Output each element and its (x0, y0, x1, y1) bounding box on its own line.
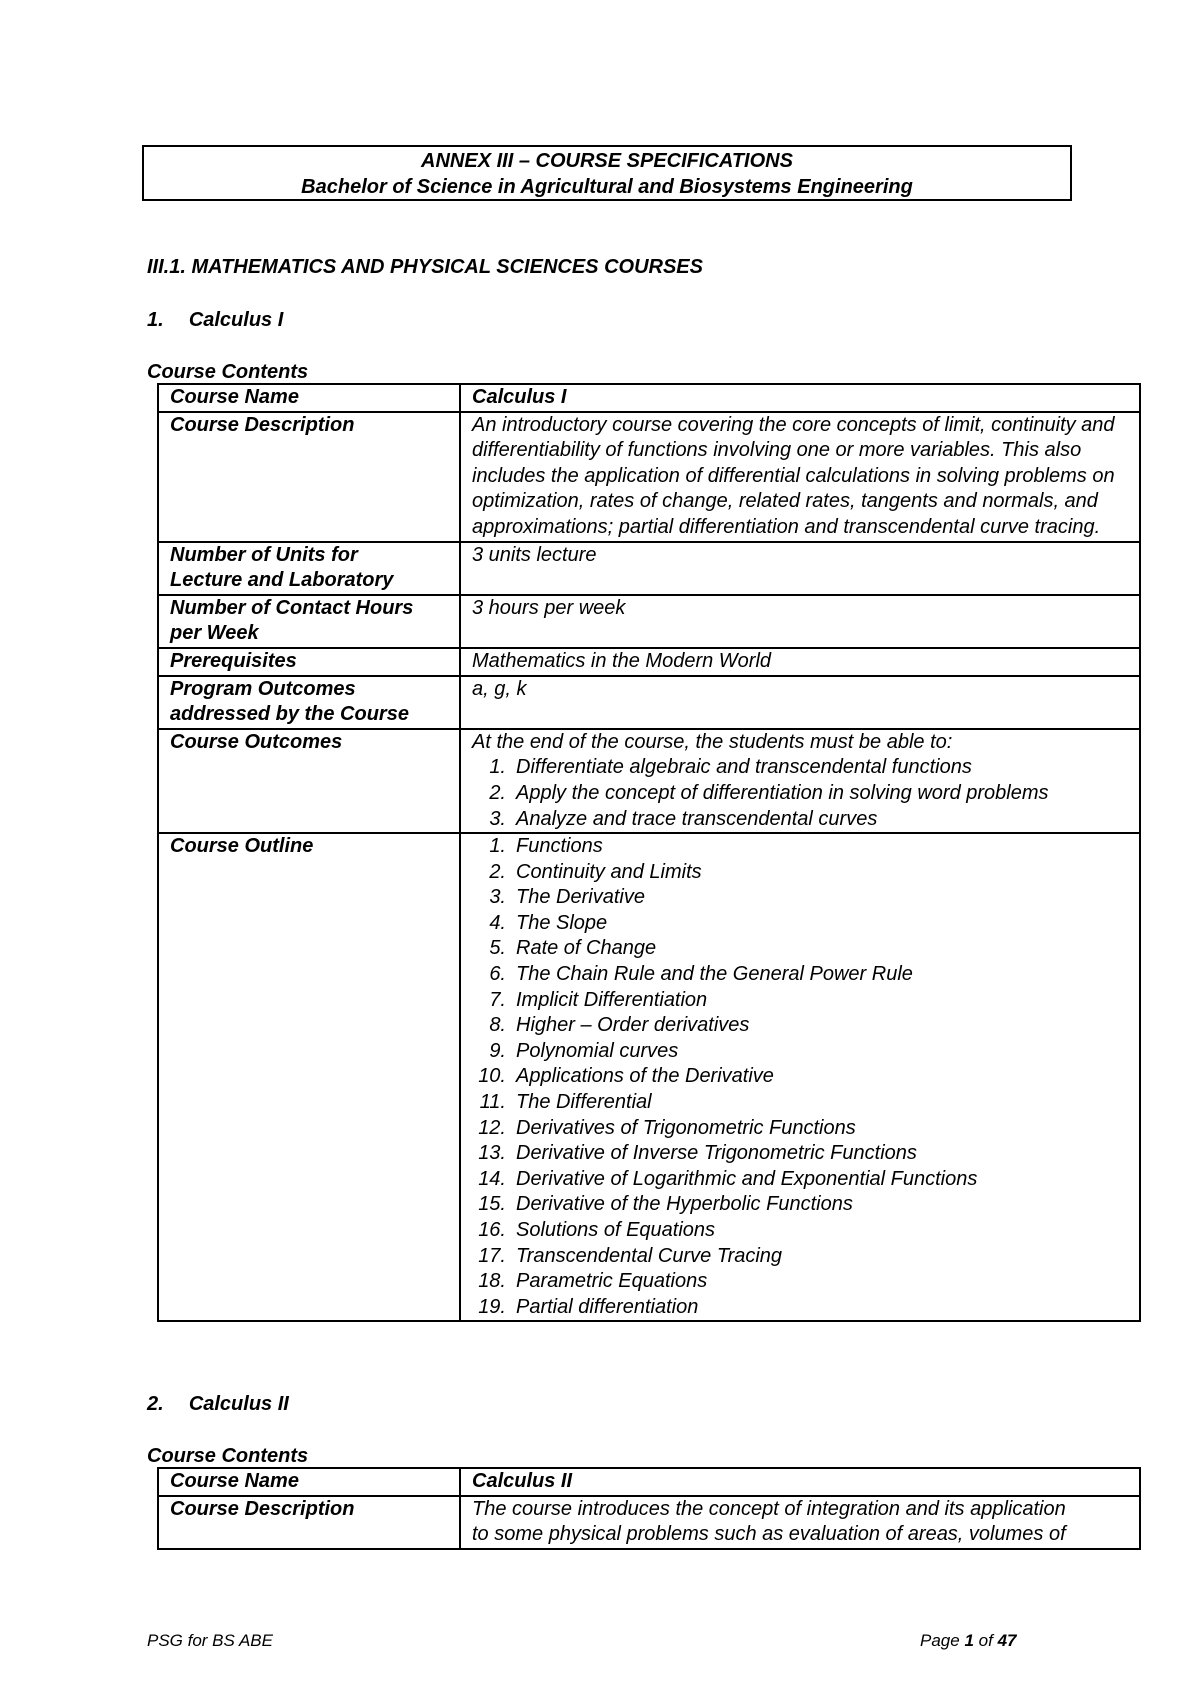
list-item (472, 755, 1133, 781)
list-item-number: 18. (478, 1270, 506, 1293)
label-units (158, 542, 460, 595)
footer-page-number (920, 1631, 1016, 1651)
list-item-number: 10. (478, 1065, 506, 1088)
description-line2: to some physical problems such as evaluation of areas, volumes of (472, 1523, 1066, 1546)
course-2-contents-label: Course Contents (147, 1445, 309, 1467)
value-course-outline (460, 833, 1140, 1321)
list-item (472, 1013, 1133, 1039)
label-course-name: Course Name (158, 384, 460, 412)
list-item (472, 1090, 1133, 1116)
list-item-number: 14. (478, 1167, 506, 1190)
label-units-line1: Number of Units for (170, 543, 358, 566)
list-item-text: Derivative of Logarithmic and Exponential Functions (516, 1167, 978, 1190)
list-item-number: 15. (478, 1193, 506, 1216)
list-item-text: Transcendental Curve Tracing (516, 1244, 783, 1267)
list-item-text: Analyze and trace transcendental curves (516, 807, 878, 830)
value-contact-hours: 3 hours per week (460, 595, 1140, 648)
course-1-heading (147, 309, 283, 332)
list-item (472, 1116, 1133, 1142)
list-item (472, 1141, 1133, 1167)
list-item-number: 2. (489, 860, 506, 883)
list-item (472, 885, 1133, 911)
list-item (472, 988, 1133, 1014)
table-row (158, 595, 1140, 648)
value-course-name: Calculus II (460, 1468, 1140, 1496)
label-units-line2: Lecture and Laboratory (170, 569, 394, 592)
label-hours-line2: per Week (170, 622, 259, 645)
table-row (158, 1496, 1140, 1549)
list-item-text: Polynomial curves (516, 1039, 679, 1062)
list-item-number: 1. (489, 756, 506, 779)
label-hours-line1: Number of Contact Hours (170, 596, 414, 619)
list-item-text: Derivatives of Trigonometric Functions (516, 1116, 856, 1139)
list-item-number: 2. (489, 781, 506, 804)
description-line1: The course introduces the concept of integration and its application (472, 1497, 1066, 1520)
list-item (472, 1167, 1133, 1193)
table-row (158, 542, 1140, 595)
course-1-number: 1. (147, 309, 164, 331)
value-course-description: An introductory course covering the core concepts of limit, continuity and differentiability of functions involving one or more variables. This also includes the application of differential calculations in solving problems on optimization, rates of change, related rates, tangents and normals, and approximations; partial differentiation and transcendental curve tracing. (460, 412, 1140, 542)
list-item (472, 781, 1133, 807)
value-prerequisites: Mathematics in the Modern World (460, 648, 1140, 676)
value-program-outcomes: a, g, k (460, 676, 1140, 729)
outline-list (472, 834, 1133, 1320)
label-program-outcomes (158, 676, 460, 729)
footer-left: PSG for BS ABE (147, 1631, 273, 1650)
list-item-text: Apply the concept of differentiation in solving word problems (516, 781, 1049, 804)
label-program-line1: Program Outcomes (170, 677, 356, 700)
course-2-spec-table (157, 1467, 1141, 1550)
list-item-number: 17. (478, 1244, 506, 1267)
label-course-description: Course Description (158, 412, 460, 542)
list-item-text: Partial differentiation (516, 1295, 699, 1318)
list-item-number: 6. (489, 963, 506, 986)
label-prerequisites: Prerequisites (158, 648, 460, 676)
list-item-text: Parametric Equations (516, 1270, 708, 1293)
list-item-number: 19. (478, 1295, 506, 1318)
list-item (472, 962, 1133, 988)
list-item (472, 1244, 1133, 1270)
list-item-text: The Chain Rule and the General Power Rule (516, 963, 913, 986)
list-item-number: 12. (478, 1116, 506, 1139)
footer-of-word: of (978, 1631, 993, 1650)
course-1-title: Calculus I (188, 309, 284, 331)
label-course-description: Course Description (158, 1496, 460, 1549)
footer-page-total: 47 (997, 1631, 1017, 1650)
course-2-title: Calculus II (188, 1393, 289, 1415)
list-item (472, 1039, 1133, 1065)
label-course-name: Course Name (158, 1468, 460, 1496)
list-item (472, 1192, 1133, 1218)
table-row (158, 412, 1140, 542)
course-1-contents-label: Course Contents (147, 361, 309, 383)
course-1-spec-table (157, 383, 1141, 1322)
value-course-outcomes (460, 729, 1140, 833)
list-item-text: Continuity and Limits (516, 860, 702, 883)
outcomes-intro: At the end of the course, the students must be able to: (472, 730, 953, 753)
label-program-line2: addressed by the Course (170, 703, 409, 726)
footer-page-word: Page (920, 1631, 960, 1650)
value-course-description (460, 1496, 1140, 1549)
section-heading: III.1. MATHEMATICS AND PHYSICAL SCIENCES COURSES (147, 256, 703, 278)
list-item-number: 3. (489, 886, 506, 909)
list-item-number: 7. (489, 988, 506, 1011)
list-item-number: 9. (489, 1039, 506, 1062)
list-item-text: Applications of the Derivative (516, 1065, 774, 1088)
list-item-number: 16. (478, 1219, 506, 1241)
table-row (158, 729, 1140, 833)
annex-title-box (142, 145, 1072, 201)
table-row (158, 1468, 1140, 1496)
annex-title: ANNEX III – COURSE SPECIFICATIONS (421, 150, 793, 172)
table-row (158, 676, 1140, 729)
course-2-number: 2. (147, 1393, 164, 1415)
list-item-text: Functions (516, 835, 603, 858)
list-item-number: 4. (489, 911, 506, 934)
list-item-text: Implicit Differentiation (516, 988, 708, 1011)
list-item-text: The Differential (516, 1091, 652, 1114)
table-row (158, 384, 1140, 412)
list-item (472, 1064, 1133, 1090)
list-item-number: 1. (489, 835, 506, 858)
list-item (472, 1269, 1133, 1295)
list-item-text: Derivative of Inverse Trigonometric Functions (516, 1142, 917, 1165)
list-item-number: 5. (489, 937, 506, 960)
list-item-number: 8. (489, 1014, 506, 1037)
list-item (472, 936, 1133, 962)
outcomes-list (472, 755, 1133, 832)
course-2-heading (147, 1393, 289, 1416)
list-item (472, 860, 1133, 886)
footer-page-current: 1 (964, 1631, 974, 1650)
list-item (472, 911, 1133, 937)
label-course-outcomes: Course Outcomes (158, 729, 460, 833)
list-item (472, 807, 1133, 833)
label-course-outline: Course Outline (158, 833, 460, 1321)
list-item-text: Solutions of Equations (516, 1219, 716, 1241)
list-item-number: 11. (479, 1091, 506, 1114)
list-item-text: The Slope (516, 911, 608, 934)
table-row (158, 648, 1140, 676)
value-units: 3 units lecture (460, 542, 1140, 595)
label-contact-hours (158, 595, 460, 648)
value-course-name: Calculus I (460, 384, 1140, 412)
list-item-number: 13. (478, 1142, 506, 1165)
list-item (472, 1218, 1133, 1244)
list-item-text: Higher – Order derivatives (516, 1014, 750, 1037)
table-row (158, 833, 1140, 1321)
list-item-number: 3. (489, 807, 506, 830)
list-item-text: Derivative of the Hyperbolic Functions (516, 1193, 853, 1216)
list-item-text: Differentiate algebraic and transcendental functions (516, 756, 972, 779)
list-item-text: The Derivative (516, 886, 645, 909)
list-item (472, 1295, 1133, 1321)
list-item-text: Rate of Change (516, 937, 657, 960)
annex-subtitle: Bachelor of Science in Agricultural and Biosystems Engineering (301, 176, 913, 198)
list-item (472, 834, 1133, 860)
